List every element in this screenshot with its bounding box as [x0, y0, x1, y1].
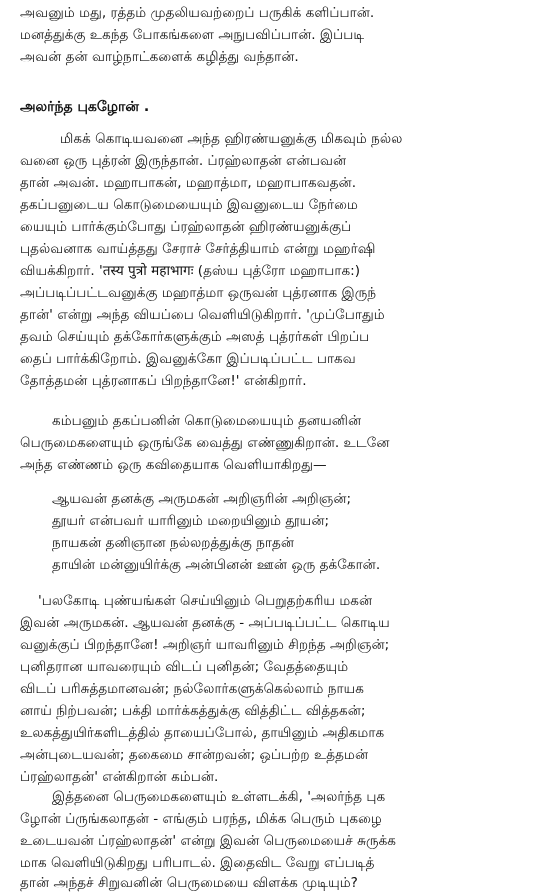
- text-line: அந்த எண்ணம் ஒரு கவிதையாக வெளியாகிறது—: [20, 457, 327, 473]
- text-line: வனுக்குப் பிறந்தானே! அறிஞர் யாவரினும் சிறந்த அறிஞன்;: [20, 637, 390, 653]
- text-line: தான் அவன். மஹாபாகன், மஹாத்மா, மஹாபாகவதன்.: [20, 175, 357, 191]
- text-line: மிகக் கொடியவனை அந்த ஹிரண்யனுக்கு மிகவும் நல்ல: [60, 131, 403, 147]
- text-line: மாக வெளியிடுகிறது பரிபாடல். இதைவிட வேறு எப்படித்: [20, 855, 375, 871]
- text-line: உலகத்துயிர்களிடத்தில் தாயைப்போல், தாயினும் அதிகமாக: [20, 725, 385, 741]
- verse-line: தாயின் மன்னுயிர்க்கு அன்பினன் ஊன் ஒரு தக்கோன்.: [52, 557, 381, 573]
- text-line: அவனும் மது, ரத்தம் முதலியவற்றைப் பருகிக் களிப்பான்.: [20, 5, 375, 21]
- section-heading: அலர்ந்த புகழோன் .: [20, 99, 150, 115]
- text-line: புனிதரான யாவரையும் விடப் புனிதன்; வேதத்தையும்: [20, 659, 349, 675]
- text-line: அன்புடையவன்; தகைமை சான்றவன்; ஒப்பற்ற உத்தமன்: [20, 747, 369, 763]
- text-line: அவன் தன் வாழ்நாட்களைக் கழித்து வந்தான்.: [20, 49, 299, 65]
- text-line: அப்படிப்பட்டவனுக்கு மஹாத்மா ஒருவன் புத்ரனாக இருந்: [20, 285, 377, 301]
- text-line: விடப் பரிசுத்தமானவன்; நல்லோர்களுக்கெல்லாம் நாயக: [20, 681, 364, 697]
- verse-line: ஆயவன் தனக்கு அருமகன் அறிஞரின் அறிஞன்;: [52, 491, 352, 507]
- verse-line: தூயர் என்பவர் யாரினும் மறையினும் தூயன்;: [52, 513, 330, 529]
- text-line: வியக்கிறார். 'तस्य पुत्रो महाभागः (தஸ்ய புத்ரோ மஹாபாக:): [20, 263, 361, 279]
- text-line: 'பலகோடி புண்யங்கள் செய்யினும் பெறுதற்கரிய மகன்: [38, 593, 373, 609]
- text-line: தவம் செய்யும் தக்கோர்களுக்கும் அஸத் புத்ரர்கள் பிறப்ப: [20, 329, 370, 345]
- text-line: இவன் அருமகன். ஆயவன் தனக்கு - அப்படிப்பட்ட கொடிய: [20, 615, 390, 631]
- verse-line: நாயகன் தனிஞான நல்லறத்துக்கு நாதன்: [52, 535, 295, 551]
- text-line: ப்ரஹ்லாதன்' என்கிறான் கம்பன்.: [20, 769, 219, 785]
- text-line: இத்தனை பெருமைகளையும் உள்ளடக்கி, 'அலர்ந்த புக: [52, 789, 386, 805]
- text-line: மனத்துக்கு உகந்த போகங்களை அநுபவிப்பான். இப்படி: [20, 27, 365, 43]
- text-line: கம்பனும் தகப்பனின் கொடுமையையும் தனயனின்: [52, 413, 362, 429]
- text-line: தான் அந்தச் சிறுவனின் பெருமையை விளக்க முடியும்?: [20, 875, 358, 891]
- text-line: யையும் பார்க்கும்போது ப்ரஹ்லாதன் ஹிரண்யனுக்குப்: [20, 219, 352, 235]
- text-line: பெருமைகளையும் ஒருங்கே வைத்து எண்ணுகிறான். உடனே: [20, 435, 390, 451]
- text-line: தைப் பார்க்கிறோம். இவனுக்கோ இப்படிப்பட்ட பாகவ: [20, 351, 356, 367]
- text-line: னாய் நிற்பவன்; பக்தி மார்க்கத்துக்கு வித்திட்ட வித்தகன்;: [20, 703, 366, 719]
- text-line: புதல்வனாக வாய்த்தது சேராச் சேர்த்தியாம் என்று மஹர்ஷி: [20, 241, 376, 257]
- text-line: ழோன் ப்ருங்கலாதன் - எங்கும் பரந்த, மிக்க பெரும் புகழை: [20, 811, 382, 827]
- text-line: உடையவன் ப்ரஹ்லாதன்' என்று இவன் பெருமையைச் சுருக்க: [20, 833, 396, 849]
- text-line: வனை ஒரு புத்ரன் இருந்தான். ப்ரஹ்லாதன் என்பவன்: [20, 153, 347, 169]
- text-line: தோத்தமன் புத்ரனாகப் பிறந்தானே!' என்கிறார்.: [20, 373, 307, 389]
- text-line: தான்' என்று அந்த வியப்பை வெளியிடுகிறார். 'முப்போதும்: [20, 307, 385, 323]
- text-line: தகப்பனுடைய கொடுமையையும் இவனுடைய நேர்மை: [20, 197, 358, 213]
